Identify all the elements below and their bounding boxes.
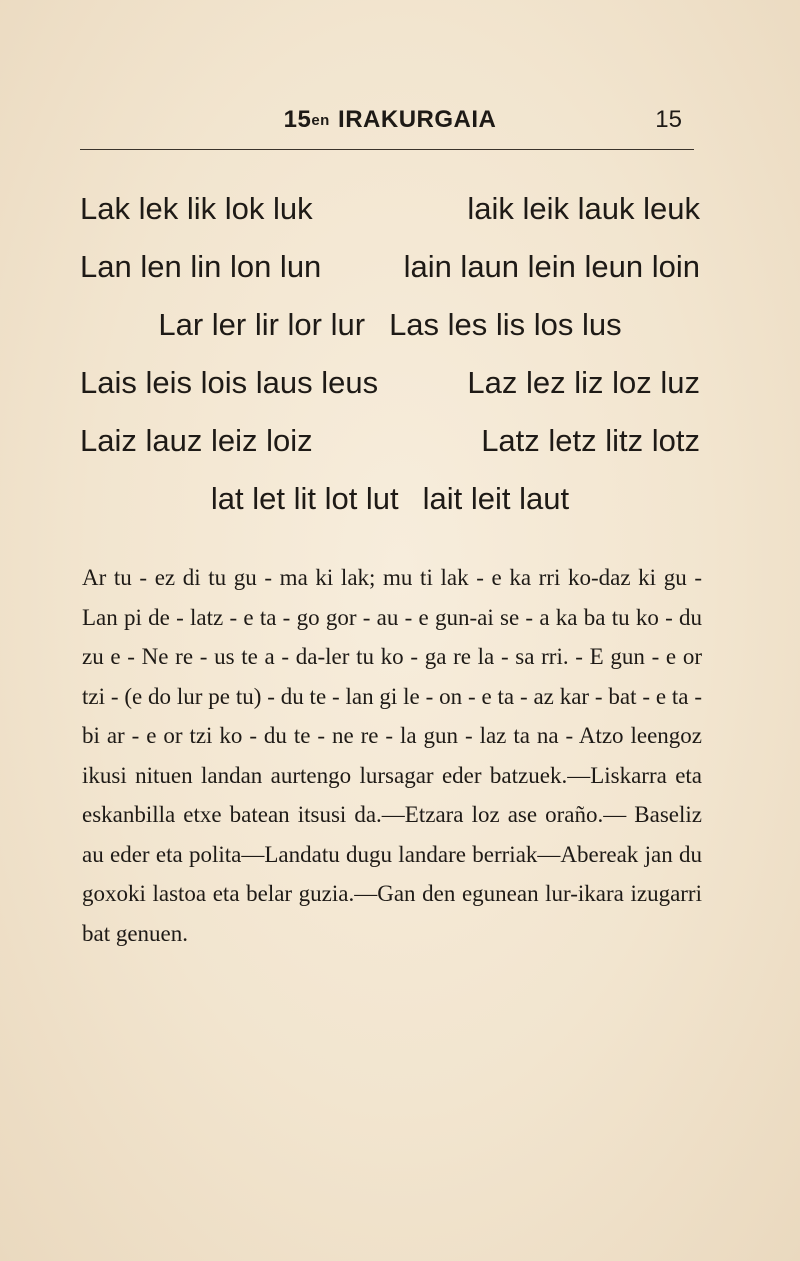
syllable-line-1	[80, 180, 700, 238]
chapter-number-suffix: en	[311, 112, 330, 129]
header-rule	[80, 149, 694, 150]
syllable-group: Lak lek lik lok luk	[80, 191, 313, 226]
syllable-group: Laz lez liz loz luz	[467, 365, 700, 400]
syllable-group: Laiz lauz leiz loiz	[80, 423, 313, 458]
syllable-line-6	[80, 470, 700, 528]
reading-text	[82, 558, 702, 953]
reading-paragraph: Ar tu - ez di tu gu - ma ki lak; mu ti lak - e ka rri ko-daz ki gu - Lan pi de - latz - e ta - go gor - au - e gun-ai se - a ka ba tu ko - du zu e - Ne re - us te a - da-ler tu ko - ga re la - sa rri. - E gun - e or tzi - (e do lur pe tu) - du te - lan gi le - on - e ta - az kar - bat - e ta - bi ar - e or tzi ko - du te - ne re - la gun - laz ta na - Atzo leengoz ikusi nituen landan aurtengo lursagar eder batzuek.—Liskarra eta eskanbilla etxe batean itsusi da.—Etzara loz ase oraño.— Baseliz au eder eta polita—Landatu dugu landare berriak—Abereak jan du goxoki lastoa eta belar guzia.—Gan den egunean lur-ikara izugarri bat genuen.	[82, 565, 702, 946]
chapter-title-text: IRAKURGAIA	[338, 106, 497, 133]
page-number: 15	[655, 106, 682, 133]
syllable-group: Lan len lin lon lun	[80, 249, 322, 284]
page-header	[80, 100, 700, 140]
syllable-group: lain laun lein leun loin	[403, 249, 700, 284]
syllable-table	[80, 180, 700, 528]
syllable-group: Latz letz litz lotz	[481, 423, 700, 458]
syllable-line-4	[80, 354, 700, 412]
syllable-line-2	[80, 238, 700, 296]
syllable-group: Lar ler lir lor lur	[158, 307, 366, 342]
syllable-line-3	[80, 296, 700, 354]
syllable-group: lat let lit lot lut	[210, 481, 399, 516]
syllable-group: Lais leis lois laus leus	[80, 365, 379, 400]
syllable-group: laik leik lauk leuk	[467, 191, 700, 226]
syllable-group: Las les lis los lus	[389, 307, 622, 342]
chapter-title	[220, 106, 560, 134]
syllable-line-5	[80, 412, 700, 470]
syllable-group: lait leit laut	[422, 481, 570, 516]
chapter-number: 15	[283, 106, 312, 133]
